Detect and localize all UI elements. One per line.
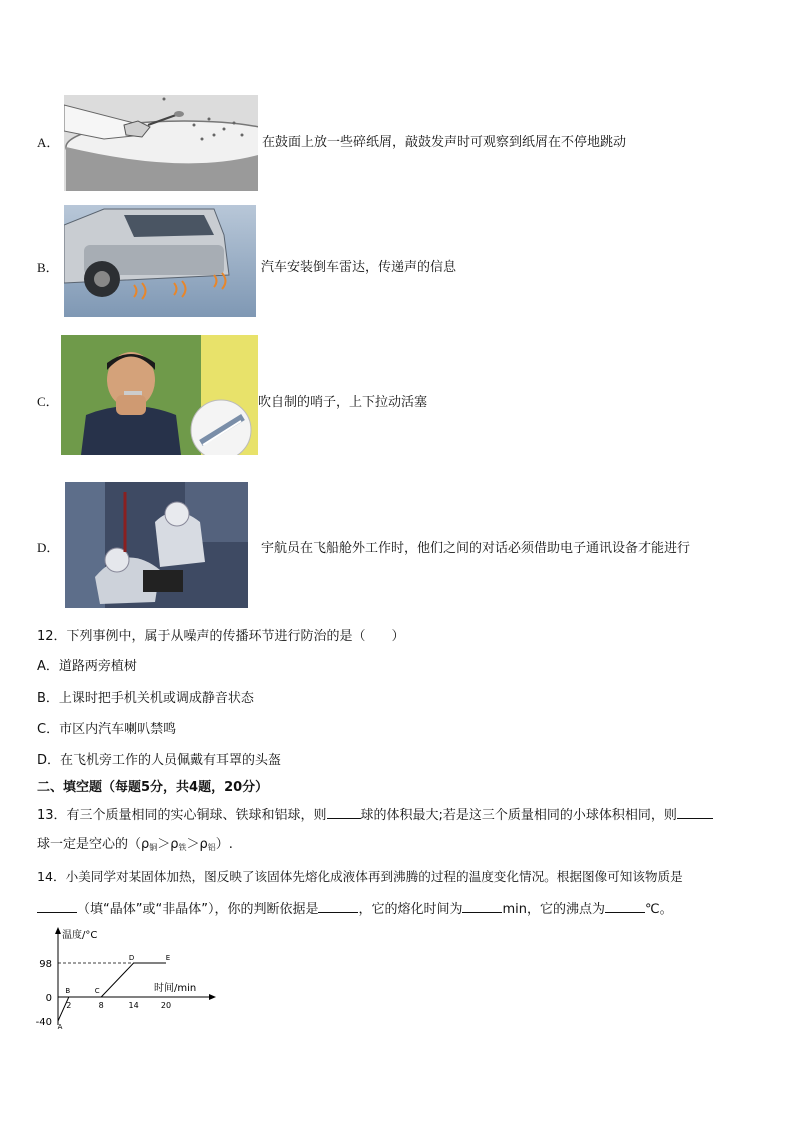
rho-al-sub: 铝 [207,843,216,852]
q13-gt-2: ＞ρ [186,837,208,852]
x-tick-label-14: 14 [128,1001,139,1010]
car-radar-photo [64,205,256,317]
q14-line2 [37,898,673,917]
q13-blank-1[interactable] [327,806,361,819]
option-b-letter: B． [37,260,59,275]
y-tick-label-98: 98 [39,959,52,970]
y-tick-label--40: -40 [35,1017,52,1028]
y-axis-arrow [55,927,61,934]
whistle-boy-photo [61,335,258,455]
point-label-B: B [65,987,71,995]
q14-blank-1[interactable] [37,900,77,913]
y-axis-label: 温度/°C [62,930,98,941]
option-d-text: 宇航员在飞船舱外工作时，他们之间的对话必须借助电子通讯设备才能进行 [261,541,691,556]
q13-gt-1: ＞ρ [157,837,179,852]
x-tick-label-8: 8 [98,1001,104,1010]
temperature-time-chart [30,925,220,1030]
astronauts-photo [65,482,248,608]
temperature-curve [58,963,166,1021]
q13-text-1: 13．有三个质量相同的实心铜球、铁球和铝球，则 [37,808,327,823]
x-tick-label-2: 2 [66,1001,72,1010]
q13-end: ）. [215,837,233,852]
q12-option-a: A．道路两旁植树 [37,659,137,674]
point-label-D: D [128,954,135,962]
option-a-letter: A． [37,135,60,150]
q14-blank-4[interactable] [605,900,645,913]
q13-text-3: 球一定是空心的（ρ [37,837,150,852]
point-label-A: A [57,1023,63,1030]
x-axis-arrow [209,994,216,1000]
q13-blank-2[interactable] [677,806,713,819]
q12-option-b: B．上课时把手机关机或调成静音状态 [37,691,254,706]
q12-stem: 12．下列事例中，属于从噪声的传播环节进行防治的是（ ） [37,629,405,644]
option-b-text: 汽车安装倒车雷达，传递声的信息 [261,260,457,275]
x-tick-label-20: 20 [160,1001,172,1010]
q13-text-2: 球的体积最大;若是这三个质量相同的小球体积相同，则 [360,808,677,823]
y-tick-label-0: 0 [45,993,52,1004]
q12-option-d: D．在飞机旁工作的人员佩戴有耳罩的头盔 [37,753,282,768]
q14-text-a: （填“晶体”或“非晶体”），你的判断依据是 [77,902,319,917]
q13-line2 [37,833,233,853]
q14-line1: 14．小美同学对某固体加热，图反映了该固体先熔化成液体再到沸腾的过程的温度变化情况。根据图像可知该物质是 [37,869,683,884]
point-label-C: C [94,987,100,995]
drum-paper-photo [64,95,258,191]
option-c-text: 吹自制的哨子，上下拉动活塞 [258,395,428,410]
option-d-letter: D． [37,540,60,555]
option-a-text: 在鼓面上放一些碎纸屑，敲鼓发声时可观察到纸屑在不停地跳动 [262,135,627,150]
point-label-E: E [165,954,171,962]
q14-text-b: ，它的熔化时间为 [358,902,463,917]
q13-line1 [37,804,713,823]
option-c-letter: C． [37,394,59,409]
q12-option-c: C．市区内汽车喇叭禁鸣 [37,722,177,737]
rho-cu-sub: 铜 [149,843,158,852]
q14-text-d: ℃。 [644,902,673,917]
q14-blank-3[interactable] [462,900,502,913]
rho-fe-sub: 铁 [178,843,187,852]
x-axis-label: 时间/min [154,983,197,994]
q14-text-c: min，它的沸点为 [502,902,605,917]
section-heading: 二、填空题（每题5分，共4题，20分） [37,780,269,795]
q14-blank-2[interactable] [318,900,358,913]
